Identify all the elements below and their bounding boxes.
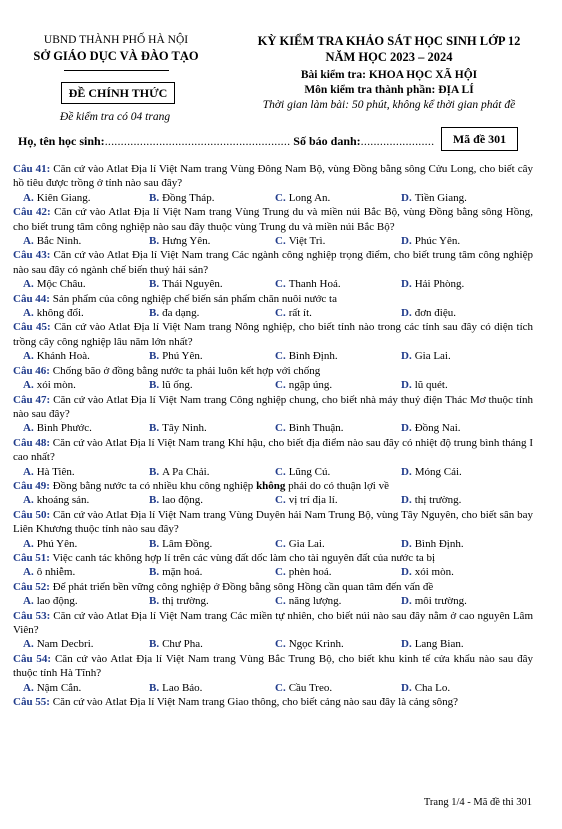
answer-options xyxy=(13,565,533,579)
question-text: Căn cứ vào Atlat Địa lí Việt Nam trang Công nghiệp chung, cho biết nhà máy thuỷ điện Thác Mơ thuộc tỉnh nào sau đây? xyxy=(13,393,533,420)
answer-option xyxy=(275,637,401,651)
question-text: Căn cứ vào Atlat Địa lí Việt Nam trang Vùng Bắc Trung Bộ, cho biết khu kinh tế cửa khẩu nào sau đây thuộc tỉnh Hà Tĩnh? xyxy=(13,652,534,680)
question-text: Để phát triển bền vững công nghiệp ở Đồng bằng sông Hồng cần quan tâm đến vấn đề xyxy=(52,580,434,593)
time-note: Thời gian làm bài: 50 phút, không kể thời gian phát đề xyxy=(262,99,516,111)
option-letter: B. xyxy=(149,537,160,550)
option-letter: D. xyxy=(401,278,412,291)
question-list xyxy=(13,162,533,709)
question-text: Căn cứ vào Atlat Địa lí Việt Nam trang Khí hậu, cho biết địa điểm nào sau đây có nhiệt độ trung bình tháng I cao nhất? xyxy=(13,436,534,464)
option-letter: A. xyxy=(23,307,34,320)
option-text: Gia Lai. xyxy=(414,350,451,363)
option-text: Tây Ninh. xyxy=(162,422,207,435)
option-text: Hà Tiên. xyxy=(36,465,75,478)
header-left xyxy=(16,33,216,71)
student-name-blank: .......................................................... xyxy=(104,134,291,148)
answer-option xyxy=(149,465,275,479)
option-letter: C. xyxy=(275,494,286,507)
question-text: Căn cứ vào Atlat Địa lí Việt Nam trang Vùng Duyên hải Nam Trung Bộ, vùng Tây Nguyên, cho biết sân bay Liên Khương thuộc tỉnh nào sau đây? xyxy=(13,508,534,536)
answer-option xyxy=(401,378,527,392)
option-text: lũ ống. xyxy=(162,379,193,392)
answer-option xyxy=(23,306,149,320)
answer-option xyxy=(401,421,527,435)
question-text: Căn cứ vào Atlat Địa lí Việt Nam trang Các miền tự nhiên, cho biết núi nào sau đây nằm ở cao nguyên Lâm Viên? xyxy=(13,609,533,636)
answer-options xyxy=(13,306,533,320)
option-letter: A. xyxy=(23,595,34,608)
answer-option xyxy=(275,277,401,291)
question-stem xyxy=(13,652,533,681)
option-letter: D. xyxy=(401,350,412,363)
question-emphasis: không xyxy=(256,479,286,492)
option-text: Nậm Cắn. xyxy=(36,681,82,694)
question-item xyxy=(13,508,533,551)
answer-option xyxy=(401,594,527,608)
option-text: A Pa Chải. xyxy=(162,465,210,478)
option-text: Bình Định. xyxy=(414,537,464,550)
question-text: Đồng bằng nước ta có nhiều khu công nghiệp xyxy=(52,479,257,492)
option-text: Lâm Đồng. xyxy=(162,537,213,550)
option-letter: D. xyxy=(401,595,412,608)
answer-options xyxy=(13,277,533,291)
option-text: Lao Bảo. xyxy=(162,681,203,694)
option-text: thị trường. xyxy=(162,595,209,608)
authority-name: UBND THÀNH PHỐ HÀ NỘI xyxy=(43,34,189,46)
option-text: môi trường. xyxy=(414,595,467,608)
answer-option xyxy=(401,234,527,248)
option-letter: C. xyxy=(275,307,286,320)
question-item xyxy=(13,436,533,479)
answer-options xyxy=(13,594,533,608)
option-text: lũ quét. xyxy=(414,379,448,392)
option-text: không đổi. xyxy=(36,307,84,320)
option-letter: B. xyxy=(149,191,160,204)
option-letter: A. xyxy=(23,422,34,435)
answer-option xyxy=(23,277,149,291)
option-letter: C. xyxy=(275,595,286,608)
option-letter: C. xyxy=(275,465,286,478)
option-text: mặn hoá. xyxy=(162,566,203,579)
question-number: Câu 44: xyxy=(13,292,50,305)
answer-option xyxy=(401,565,527,579)
question-stem xyxy=(13,508,533,537)
answer-option xyxy=(275,493,401,507)
question-number: Câu 49: xyxy=(13,479,50,492)
page-footer: Trang 1/4 - Mã đề thi 301 xyxy=(423,797,532,808)
answer-option xyxy=(401,681,527,695)
option-text: Lang Bian. xyxy=(414,638,464,651)
option-letter: B. xyxy=(149,278,160,291)
exam-name: Bài kiểm tra: KHOA HỌC XÃ HỘI xyxy=(300,69,478,81)
option-letter: B. xyxy=(149,638,160,651)
answer-option xyxy=(149,234,275,248)
option-text: Hải Phòng. xyxy=(414,278,465,291)
option-text: Cha Lo. xyxy=(414,681,451,694)
answer-option xyxy=(275,191,401,205)
question-number: Câu 54: xyxy=(13,652,52,665)
question-text: phải do có thuận lợi về xyxy=(285,479,389,492)
answer-option xyxy=(401,465,527,479)
question-text: Căn cứ vào Atlat Địa lí Việt Nam trang Các ngành công nghiệp trọng điểm, cho biết trung tâm công nghiệp nào sau đây có ngành chế biến thuỷ hải sản? xyxy=(13,249,534,276)
option-text: Bình Thuận. xyxy=(288,422,344,435)
option-letter: A. xyxy=(23,681,34,694)
option-text: Khánh Hoà. xyxy=(36,350,90,363)
option-letter: B. xyxy=(149,307,160,320)
answer-options xyxy=(13,191,533,205)
question-stem xyxy=(13,205,533,234)
answer-option xyxy=(149,378,275,392)
question-text: Việc canh tác không hợp lí trên các vùng đất dốc làm cho tài nguyên đất của nước ta bị xyxy=(52,551,436,564)
option-text: Chư Pha. xyxy=(162,638,203,651)
option-letter: C. xyxy=(275,350,286,363)
question-number: Câu 43: xyxy=(13,249,51,262)
answer-option xyxy=(401,277,527,291)
option-letter: D. xyxy=(401,638,412,651)
answer-option xyxy=(275,234,401,248)
question-item xyxy=(13,162,533,205)
question-item xyxy=(13,393,533,436)
option-letter: C. xyxy=(275,379,286,392)
question-number: Câu 41: xyxy=(13,163,51,175)
question-stem xyxy=(13,436,533,465)
answer-option xyxy=(149,277,275,291)
answer-options xyxy=(13,681,533,695)
answer-option xyxy=(275,565,401,579)
question-text: Căn cứ vào Atlat Địa lí Việt Nam trang Vùng Trung du và miền núi Bắc Bộ, vùng Đồng bằng sông Hồng, cho biết trung tâm công nghiệp nào sau đây thuộc vùng Trung du và miền núi Bắc Bộ? xyxy=(13,206,533,233)
option-text: rất ít. xyxy=(288,307,312,320)
question-stem xyxy=(13,364,533,378)
option-text: Đồng Tháp. xyxy=(162,191,215,204)
option-text: Phúc Yên. xyxy=(414,235,461,248)
answer-option xyxy=(23,378,149,392)
department-name: SỞ GIÁO DỤC VÀ ĐÀO TẠO xyxy=(33,49,199,63)
student-id-blank: ....................... xyxy=(360,134,435,148)
answer-option xyxy=(401,537,527,551)
option-text: Bắc Ninh. xyxy=(36,235,82,248)
option-letter: A. xyxy=(23,235,34,248)
option-text: thị trường. xyxy=(414,494,462,507)
question-stem xyxy=(13,580,533,594)
option-letter: B. xyxy=(149,465,160,478)
option-text: xói mòn. xyxy=(414,566,454,579)
answer-option xyxy=(275,465,401,479)
question-stem xyxy=(13,162,533,191)
option-letter: A. xyxy=(23,566,34,579)
option-letter: D. xyxy=(401,566,412,579)
pages-note: Đề kiểm tra có 04 trang xyxy=(59,111,171,123)
option-text: Lũng Cú. xyxy=(288,465,331,478)
option-letter: A. xyxy=(23,191,34,204)
question-number: Câu 55: xyxy=(13,696,50,709)
option-letter: C. xyxy=(275,681,286,694)
answer-option xyxy=(23,349,149,363)
option-text: phèn hoá. xyxy=(288,566,332,579)
answer-option xyxy=(401,493,527,507)
question-item xyxy=(13,248,533,291)
option-letter: D. xyxy=(401,235,412,248)
answer-option xyxy=(149,493,275,507)
question-stem xyxy=(13,609,533,638)
option-text: đa dạng. xyxy=(162,307,200,320)
question-item xyxy=(13,364,533,393)
answer-option xyxy=(149,421,275,435)
option-text: Bình Định. xyxy=(288,350,338,363)
question-stem xyxy=(13,695,533,709)
answer-option xyxy=(275,681,401,695)
option-letter: D. xyxy=(401,379,412,392)
option-text: Cầu Treo. xyxy=(288,681,333,694)
option-letter: B. xyxy=(149,681,160,694)
question-item xyxy=(13,652,533,695)
question-number: Câu 45: xyxy=(13,321,51,334)
option-text: Kiên Giang. xyxy=(36,191,91,204)
option-text: Nam Decbri. xyxy=(36,638,94,651)
question-item xyxy=(13,580,533,609)
answer-option xyxy=(401,306,527,320)
option-letter: D. xyxy=(401,307,412,320)
question-number: Câu 46: xyxy=(13,364,50,377)
answer-option xyxy=(23,681,149,695)
answer-option xyxy=(149,594,275,608)
question-stem xyxy=(13,292,533,306)
option-text: Ngọc Krinh. xyxy=(288,638,344,651)
option-letter: C. xyxy=(275,191,286,204)
option-text: xói mòn. xyxy=(36,379,76,392)
option-letter: B. xyxy=(149,595,160,608)
exam-title: KỲ KIỂM TRA KHẢO SÁT HỌC SINH LỚP 12 xyxy=(257,34,521,48)
question-text: Căn cứ vào Atlat Địa lí Việt Nam trang Vùng Đông Nam Bộ, vùng Đồng bằng sông Cửu Long, cho biết cây hồ tiêu được trồng ở tỉnh nào sau đây? xyxy=(13,163,533,190)
question-text: Căn cứ vào Atlat Địa lí Việt Nam trang Giao thông, cho biết cảng nào sau đây là cảng sông? xyxy=(52,696,458,709)
answer-option xyxy=(275,378,401,392)
student-id-label: Số báo danh: xyxy=(293,134,361,148)
question-item xyxy=(13,205,533,248)
option-letter: B. xyxy=(149,494,160,507)
answer-option xyxy=(23,234,149,248)
subject-name: Môn kiểm tra thành phần: ĐỊA LÍ xyxy=(304,84,474,96)
option-letter: B. xyxy=(149,235,160,248)
option-letter: D. xyxy=(401,537,412,550)
answer-option xyxy=(23,421,149,435)
option-letter: C. xyxy=(275,278,286,291)
question-number: Câu 51: xyxy=(13,551,50,564)
option-text: Phú Yên. xyxy=(36,537,78,550)
answer-option xyxy=(275,594,401,608)
question-number: Câu 50: xyxy=(13,508,51,521)
header-right xyxy=(228,33,550,113)
student-name-label: Họ, tên học sinh: xyxy=(18,134,105,148)
question-stem xyxy=(13,320,533,349)
option-letter: B. xyxy=(149,350,160,363)
question-text: Sản phẩm của công nghiệp chế biến sản phẩm chăn nuôi nước ta xyxy=(52,292,337,305)
answer-option xyxy=(275,537,401,551)
option-text: Hưng Yên. xyxy=(162,235,211,248)
option-text: ngập úng. xyxy=(288,379,333,392)
answer-option xyxy=(23,493,149,507)
answer-option xyxy=(401,349,527,363)
question-stem xyxy=(13,479,533,493)
option-letter: B. xyxy=(149,379,160,392)
option-letter: A. xyxy=(23,278,34,291)
answer-option xyxy=(23,565,149,579)
question-item xyxy=(13,695,533,709)
question-number: Câu 47: xyxy=(13,393,51,406)
option-letter: C. xyxy=(275,235,286,248)
answer-option xyxy=(23,465,149,479)
option-text: Thái Nguyên. xyxy=(162,278,223,291)
option-text: Tiền Giang. xyxy=(414,191,467,204)
question-item xyxy=(13,320,533,363)
answer-option xyxy=(149,306,275,320)
question-item xyxy=(13,479,533,508)
option-text: Bình Phước. xyxy=(36,422,92,435)
option-letter: A. xyxy=(23,638,34,651)
question-item xyxy=(13,292,533,321)
question-item xyxy=(13,551,533,580)
option-letter: A. xyxy=(23,465,34,478)
answer-option xyxy=(149,349,275,363)
answer-option xyxy=(149,637,275,651)
option-letter: D. xyxy=(401,465,412,478)
option-text: đơn điệu. xyxy=(414,307,456,320)
question-stem xyxy=(13,248,533,277)
option-letter: A. xyxy=(23,350,34,363)
school-year: NĂM HỌC 2023 – 2024 xyxy=(325,50,453,64)
answer-option xyxy=(149,537,275,551)
exam-code: Mã đề 301 xyxy=(441,127,518,151)
question-number: Câu 52: xyxy=(13,580,50,593)
question-text: Căn cứ vào Atlat Địa lí Việt Nam trang Nông nghiệp, cho biết tỉnh nào trong các tỉnh sau đây có diện tích trồng cây công nghiệp lâu năm lớn nhất? xyxy=(13,321,534,348)
question-item xyxy=(13,609,533,652)
option-letter: C. xyxy=(275,537,286,550)
option-letter: D. xyxy=(401,191,412,204)
option-text: lao động. xyxy=(162,494,204,507)
option-text: khoáng sản. xyxy=(36,494,90,507)
option-text: lao động. xyxy=(36,595,78,608)
question-number: Câu 48: xyxy=(13,436,51,449)
answer-option xyxy=(275,349,401,363)
option-text: Mộc Châu. xyxy=(36,278,86,291)
option-text: Gia Lai. xyxy=(288,537,325,550)
option-text: Móng Cái. xyxy=(414,465,462,478)
answer-option xyxy=(149,565,275,579)
answer-option xyxy=(23,191,149,205)
answer-options xyxy=(13,378,533,392)
option-text: Long An. xyxy=(288,191,331,204)
question-number: Câu 53: xyxy=(13,609,51,622)
question-number: Câu 42: xyxy=(13,206,51,219)
student-info xyxy=(18,134,434,149)
answer-options xyxy=(13,637,533,651)
option-letter: A. xyxy=(23,494,34,507)
option-text: ô nhiễm. xyxy=(36,566,76,579)
official-label: ĐỀ CHÍNH THỨC xyxy=(61,82,175,104)
question-text: Chống bão ở đồng bằng nước ta phải luôn kết hợp với chống xyxy=(52,364,321,377)
answer-options xyxy=(13,537,533,551)
option-letter: D. xyxy=(401,681,412,694)
option-text: Đồng Nai. xyxy=(414,422,461,435)
answer-option xyxy=(149,191,275,205)
option-letter: B. xyxy=(149,422,160,435)
option-letter: A. xyxy=(23,537,34,550)
option-letter: D. xyxy=(401,422,412,435)
answer-option xyxy=(275,421,401,435)
answer-options xyxy=(13,421,533,435)
answer-option xyxy=(23,637,149,651)
answer-option xyxy=(23,594,149,608)
answer-option xyxy=(401,637,527,651)
answer-option xyxy=(149,681,275,695)
option-letter: C. xyxy=(275,638,286,651)
option-letter: B. xyxy=(149,566,160,579)
answer-option xyxy=(401,191,527,205)
option-letter: A. xyxy=(23,379,34,392)
option-text: Thanh Hoá. xyxy=(288,278,341,291)
answer-option xyxy=(275,306,401,320)
question-stem xyxy=(13,393,533,422)
answer-options xyxy=(13,493,533,507)
option-letter: D. xyxy=(401,494,412,507)
question-stem xyxy=(13,551,533,565)
option-letter: C. xyxy=(275,566,286,579)
header-divider xyxy=(64,70,169,71)
option-text: vị trí địa lí. xyxy=(288,494,338,507)
answer-option xyxy=(23,537,149,551)
option-letter: C. xyxy=(275,422,286,435)
option-text: Việt Trì. xyxy=(288,235,326,248)
answer-options xyxy=(13,349,533,363)
answer-options xyxy=(13,234,533,248)
option-text: Phú Yên. xyxy=(162,350,203,363)
option-text: năng lượng. xyxy=(288,595,342,608)
answer-options xyxy=(13,465,533,479)
